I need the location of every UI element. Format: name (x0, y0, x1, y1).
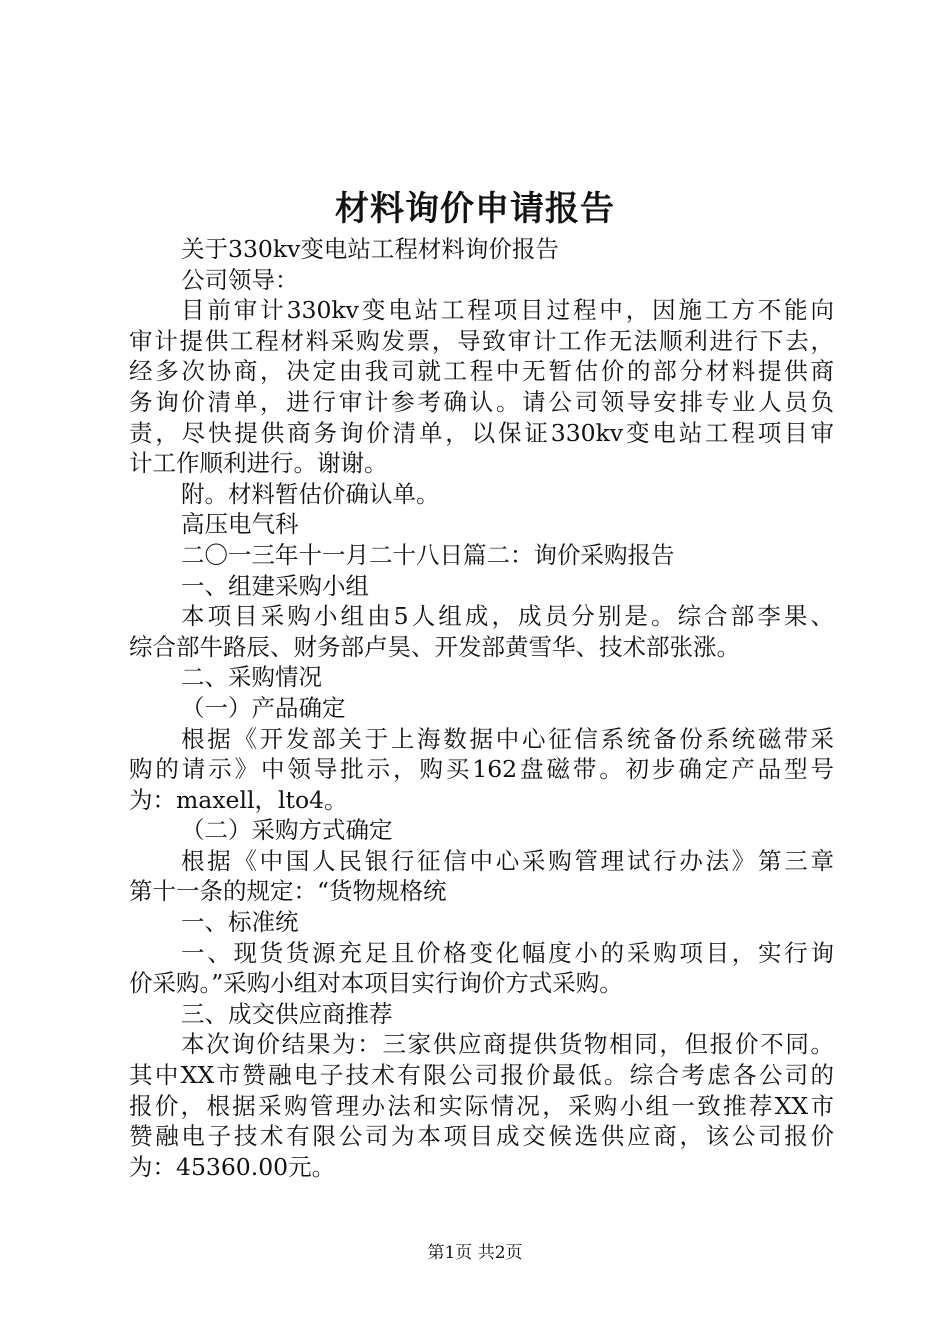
body-line: 高压电气科 (181, 510, 299, 539)
body-line: 根据《中国人民银行征信中心采购管理试行办法》第三章 (181, 846, 834, 875)
body-line: 综合部牛路辰、财务部卢昊、开发部黄雪华、技术部张涨。 (129, 632, 740, 661)
body-line: 根据《开发部关于上海数据中心征信系统备份系统磁带采 (181, 724, 834, 753)
body-line: 一、现货货源充足且价格变化幅度小的采购项目，实行询 (181, 938, 834, 967)
body-line: 公司领导： (181, 265, 299, 294)
body-line: 赞融电子技术有限公司为本项目成交候选供应商，该公司报价 (129, 1122, 834, 1151)
body-line: 务询价清单，进行审计参考确认。请公司领导安排专业人员负 (129, 387, 834, 416)
body-line: 为：maxell，lto4。 (129, 785, 348, 814)
body-line: 其中XX市赞融电子技术有限公司报价最低。综合考虑各公司的 (129, 1061, 834, 1090)
section-heading: 三、成交供应商推荐 (181, 999, 393, 1028)
body-line: 本项目采购小组由5人组成，成员分别是。综合部李果、 (181, 602, 834, 631)
subsection-heading: （一）产品确定 (181, 693, 346, 722)
page-number-footer: 第1页 共2页 (427, 1243, 523, 1263)
body-line: 经多次协商，决定由我司就工程中无暂估价的部分材料提供商 (129, 357, 834, 386)
body-line: 审计提供工程材料采购发票，导致审计工作无法顺利进行下去， (129, 326, 834, 355)
body-line: 本次询价结果为：三家供应商提供货物相同，但报价不同。 (181, 1030, 834, 1059)
body-line: 责，尽快提供商务询价清单，以保证330kv变电站工程项目审 (129, 418, 834, 447)
subsection-heading: （二）采购方式确定 (181, 816, 393, 845)
body-line: 二〇一三年十一月二十八日篇二：询价采购报告 (181, 540, 675, 569)
body-line: 为：45360.00元。 (129, 1152, 336, 1181)
body-line: 目前审计330kv变电站工程项目过程中，因施工方不能向 (181, 296, 834, 325)
body-line: 附。材料暂估价确认单。 (181, 479, 440, 508)
document-title: 材料询价申请报告 (335, 189, 615, 229)
body-line: 计工作顺利进行。谢谢。 (129, 449, 388, 478)
section-heading: 一、组建采购小组 (181, 571, 369, 600)
body-line: 一、标准统 (181, 908, 299, 937)
body-line: 价采购。”采购小组对本项目实行询价方式采购。 (129, 969, 623, 998)
document-body (129, 234, 834, 1182)
body-line: 报价，根据采购管理办法和实际情况，采购小组一致推荐XX市 (129, 1091, 834, 1120)
section-heading: 二、采购情况 (181, 663, 322, 692)
body-line: 购的请示》中领导批示，购买162盘磁带。初步确定产品型号 (129, 755, 834, 784)
body-line: 关于330kv变电站工程材料询价报告 (181, 235, 559, 263)
body-line: 第十一条的规定：“货物规格统 (129, 877, 447, 906)
